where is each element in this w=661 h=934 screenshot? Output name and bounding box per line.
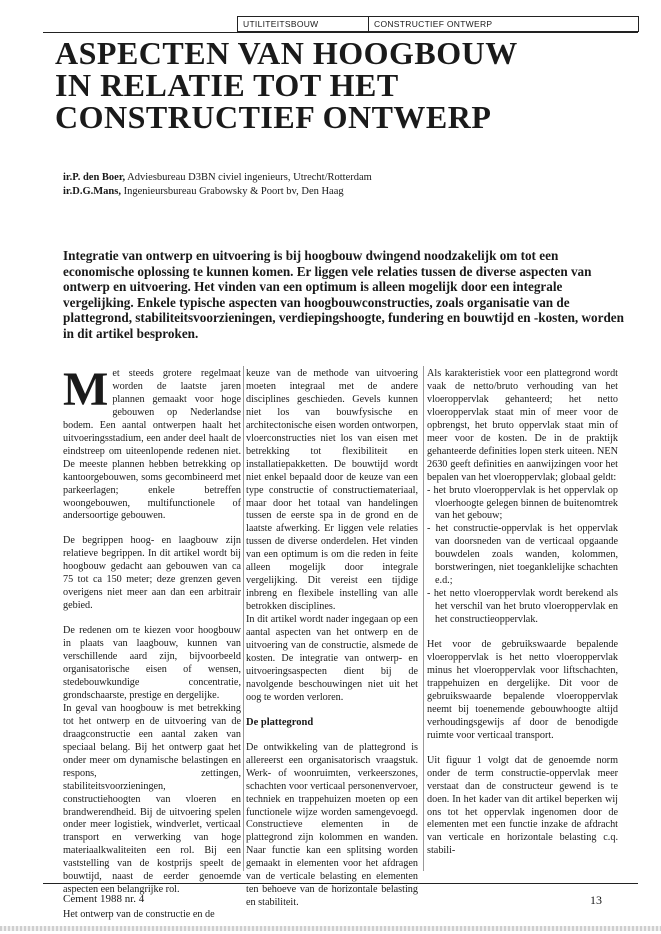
- column-1: [63, 363, 241, 934]
- definition-list: [427, 485, 618, 627]
- scan-edge: [0, 926, 661, 931]
- title-line-3: CONSTRUCTIEF ONTWERP: [55, 99, 492, 135]
- col1-paragraph-2: De begrippen hoog- en laagbouw zijn relatieve begrippen. In dit artikel wordt bij hoogbouw gedacht aan gebouwen van ca 75 tot ca 150 meter; deze grenzen geven overigens niet meer aan dan een arbitrair gebied.: [63, 535, 241, 612]
- col3-paragraph-3: Uit figuur 1 volgt dat de genoemde norm onder de term constructie-oppervlak meer verstaat dan de constructeur gewend is te doen. In het kader van dit artikel beperken wij ons tot het oppervlak ingenomen door de elementen met een functie inzake de afdracht van verticale en horizontale belasting c.q. stabili-: [427, 754, 618, 857]
- col2-paragraph-2: In dit artikel wordt nader ingegaan op een aantal aspecten van het ontwerp en de uitvoering van de constructie, alsmede de kosten. De integratie van ontwerp- en uitvoeringsaspecten dient bij de navolgende beschouwingen niet uit het oog te worden verloren.: [246, 614, 418, 703]
- author-list: [63, 171, 623, 199]
- col2-paragraph-3: De ontwikkeling van de plattegrond is allereerst een organisatorisch vraagstuk. Werk- of woonruimten, verkeerszones, schachten voor verticaal personenvervoer, techniek en trappehuizen moeten op een functionele wijze worden samengevoegd. Constructieve elementen in de plattegrond zijn kolommen en wanden. Naar functie kan een splitsing worden gemaakt in elementen voor het afdragen van de verticale belasting en elementen ten behoeve van de horizontale belasting en stabiliteit.: [246, 741, 418, 909]
- running-header: [237, 16, 639, 32]
- title-line-2: IN RELATIE TOT HET: [55, 67, 399, 103]
- column-3: [427, 368, 618, 870]
- col3-paragraph-1: Als karakteristiek voor een plattegrond wordt vaak de netto/bruto verhouding van het vloeroppervlak gehanteerd; het netto vloeroppervlak staat min of meer voor de opbrengst, het bruto oppervlak staat min of meer voor de kosten. De in de praktijk gehanteerde definities lopen sterk uiteen. NEN 2630 geeft definities en aanwijzingen voor het bepalen van het vloeroppervlak; globaal geldt:: [427, 368, 618, 483]
- col1-paragraph-5: Het ontwerp van de constructie en de: [63, 909, 215, 921]
- author-2-name: ir.D.G.Mans,: [63, 186, 121, 197]
- column-2: [246, 368, 418, 922]
- page-number: 13: [590, 893, 602, 907]
- author-1: [63, 171, 623, 185]
- column-divider-2: [423, 366, 424, 871]
- header-rule: [43, 32, 638, 33]
- section-heading-plattegrond: De plattegrond: [246, 716, 314, 728]
- author-1-name: ir.P. den Boer,: [63, 172, 126, 183]
- column-divider-1: [243, 366, 244, 871]
- author-2: [63, 185, 623, 199]
- header-section: UTILITEITSBOUW: [238, 17, 369, 31]
- article-title: [55, 37, 635, 133]
- drop-cap: M: [63, 363, 109, 416]
- author-1-affiliation: Adviesbureau D3BN civiel ingenieurs, Utrecht/Rotterdam: [125, 172, 372, 183]
- list-item: - het constructie-oppervlak is het oppervlak van doorsneden van de verticaal opgaande bouwdelen zoals wanden, kolommen, borstweringen, niet toeganklelijke schachten e.d.;: [427, 523, 618, 587]
- col3-paragraph-2: Het voor de gebruikswaarde bepalende vloeroppervlak is het netto vloeroppervlak minus het vloeroppervlak voor liftschachten, trappehuizen en dergelijke. Dit voor de gebruikswaarde bepalende vloeroppervlak neemt bij toenemende gebouwhoogte altijd verhoudingsgewijs af door de benodigde ruimte voor verticaal transport.: [427, 639, 618, 741]
- list-item: - het bruto vloeroppervlak is het oppervlak op vloerhoogte gelegen binnen de buitenomtrek van het gebouw;: [427, 484, 618, 522]
- intro-paragraph: Integratie van ontwerp en uitvoering is bij hoogbouw dwingend noodzakelijk om tot een economische oplossing te kunnen komen. Er liggen vele relaties tussen de diverse aspecten van ontwerp en uitvoering. Het vinden van een optimum is alleen mogelijk door een integrale vergelijking. Enkele typische aspecten van hoogbouwconstructies, zoals organisatie van de plattegrond, stabiliteitsvoorzieningen, verdiepingshoogte, fundering en bouwtijd en -kosten, worden in dit artikel besproken.: [63, 248, 624, 341]
- journal-citation: Cement 1988 nr. 4: [63, 893, 145, 905]
- author-2-affiliation: Ingenieursbureau Grabowsky & Poort bv, Den Haag: [120, 186, 344, 197]
- header-subsection: CONSTRUCTIEF ONTWERP: [374, 19, 493, 29]
- footer-rule: [43, 883, 638, 884]
- col1-paragraph-3: De redenen om te kiezen voor hoogbouw in plaats van laagbouw, kunnen van verschillende aard zijn, bijvoorbeeld organisatorische eisen of wensen, stedebouwkundige concentratie, grondschaarste, prestige en dergelijke.: [63, 625, 241, 701]
- list-item: - het netto vloeroppervlak wordt berekend als het verschil van het bruto vloeroppervlak en het constructieoppervlak.: [427, 588, 618, 626]
- col1-paragraph-4: In geval van hoogbouw is met betrekking tot het ontwerp en de uitvoering van de draagconstructie een aantal zaken van speciaal belang. Bij het ontwerp gaat het onder meer om dynamische belastingen en respons, zettingen, stabiliteitsvoorzieningen, constructiehoogten van vloeren en brandwerendheid. Bij de uitvoering spelen onder meer logistiek, windverlet, verticaal transport en verwerking van hoge materiaalkwaliteiten een rol. Bij een vaststelling van de kostprijs speelt de bouwtijd, naast de eerder genoemde aspecten een belangrijke rol.: [63, 702, 241, 896]
- title-line-1: ASPECTEN VAN HOOGBOUW: [55, 35, 518, 71]
- col1-paragraph-1: et steeds grotere regelmaat worden de laatste jaren plannen gemaakt voor hoge gebouwen op Nederlandse bodem. Een aantal ontwerpen haalt het uitvoeringsstadium, een ander deel haalt de eindstreep om uiteenlopende redenen niet. De meeste plannen hebben betrekking op kantoorgebouwen, soms gecombineerd met parkeerlagen; enkele betreffen woongebouwen, multifunctionele of andersoortige gebouwen.: [63, 368, 241, 522]
- col2-paragraph-1: keuze van de methode van uitvoering moeten integraal met de andere disciplines geschieden. Gevels kunnen niet los van bouwfysische en architectonische eisen worden ontworpen, vloerconstructies niet los van eisen met betrekking tot flexibiliteit en installatiepakketten. De bouwtijd wordt niet enkel bepaald door de keuze van een type constructie of constructiemateriaal, maar door het totaal van handelingen tussen de eerste spa in de grond en de laatste afwerking. Er liggen vele relaties tussen de diverse onderdelen. Het vinden van een optimum is om die reden in feite alleen mogelijk door integrale vergelijking. Dit vereist een tijdige inbreng en flexibele instelling van alle betrokken disciplines.: [246, 368, 418, 613]
